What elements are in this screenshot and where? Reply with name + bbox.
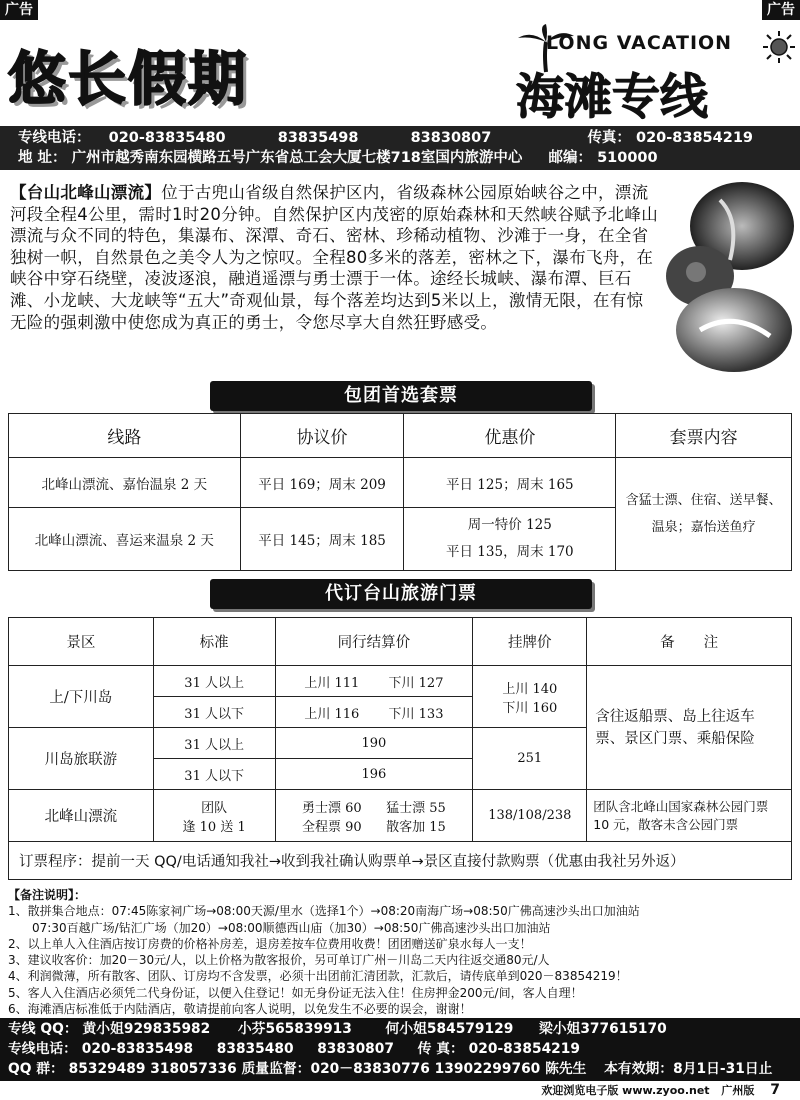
- logo-english-text: LONG VACATION: [546, 32, 733, 54]
- photo-rafting: [676, 288, 792, 372]
- note-line: 5、客人入住酒店必须凭二代身份证，以便入住登记！如无身份证无法入住！住房押金200元/间，客人自理！: [8, 985, 583, 1000]
- logo-chinese-text: 海滩专线: [516, 69, 709, 125]
- fax-number: 020-83854219: [636, 130, 753, 146]
- footer-fax: 020-83854219: [468, 1041, 580, 1057]
- price-fierce-raft: 猛士漂 55: [386, 800, 446, 816]
- footer-phone-row: [8, 1039, 580, 1060]
- footer-tel-2: 83835480: [216, 1041, 294, 1057]
- footer-contact-bar: [0, 1018, 800, 1081]
- note-line: 1、散拼集合地点：07:45陈家祠广场→08:00天源/里水（选择1个）→08:20南海广场→08:50广佛高速沙头出口加油站: [8, 904, 640, 919]
- contact-bar: [0, 126, 800, 170]
- price-full-ticket: 全程票 90: [302, 819, 362, 835]
- trade-price-cell: [275, 666, 473, 697]
- trade-price-cell: [275, 697, 473, 728]
- note-line: 6、海滩酒店标准低于内陆酒店，敬请提前向客人说明，以免发生不必要的误会，谢谢！: [8, 1002, 472, 1017]
- ad-tag-left: 广告: [0, 0, 38, 20]
- price-shangchuan: 上川 111: [304, 675, 360, 691]
- agreed-price-cell: 平日 145；周末 185: [240, 508, 404, 571]
- qq-group-label: QQ 群：: [8, 1061, 64, 1077]
- zip-code: 510000: [597, 150, 658, 166]
- qq-label: 专线 QQ：: [8, 1021, 78, 1037]
- header-promo-price: 优惠价: [404, 414, 616, 458]
- price-individual-extra: 散客加 15: [386, 819, 446, 835]
- footer-qq-row: [8, 1019, 667, 1040]
- standard-free-ticket: 逢 10 送 1: [182, 819, 246, 835]
- list-price-xiachuan: 下川 160: [502, 700, 558, 716]
- promo-price-cell: 平日 125；周末 165: [404, 458, 616, 508]
- price-shangchuan: 上川 116: [304, 706, 360, 722]
- route-cell: 北峰山漂流、嘉怡温泉 2 天: [9, 458, 241, 508]
- footer-tel-3: 83830807: [317, 1041, 394, 1057]
- header-agreed-price: 协议价: [240, 414, 404, 458]
- taishan-tickets-table: [8, 617, 792, 880]
- qq-contact-2: 小芬565839913: [237, 1021, 352, 1037]
- promo-line-2: 平日 135，周末 170: [446, 544, 574, 560]
- list-price-shangchuan: 上川 140: [502, 681, 558, 697]
- taishan-tickets-banner: 代订台山旅游门票: [210, 579, 592, 609]
- qq-groups: 85329489 318057336: [68, 1061, 237, 1077]
- scenic-alliance-tour: 川岛旅联游: [9, 728, 154, 790]
- ad-tag-right: 广告: [762, 0, 800, 20]
- standard-cell: [153, 790, 275, 842]
- promo-line-1: 周一特价 125: [467, 517, 552, 533]
- list-price-cell: 138/108/238: [473, 790, 587, 842]
- package-tickets-table: [8, 413, 792, 571]
- bottom-strip: [0, 1081, 800, 1100]
- intro-body: 位于古兜山省级自然保护区内，省级森林公园原始峡谷之中，漂流河段全程4公里，需时1时20分钟。自然保护区内茂密的原始森林和天然峡谷赋予北峰山漂流与众不同的特色，集瀑布、深潭、奇石、密林、珍稀动植物、沙滩于一身，在全省独树一帜，自然景色之美令人为之惊叹。全程80多米的落差，密林之下，瀑布飞舟，在峡谷中穿石绕壁，凌波逐浪，融逍遥漂与勇士漂于一体。途经长城峡、瀑布潭、巨石滩、小龙峡、大龙峡等“五大”奇观仙景，每个落差均达到5米以上，激情无限，在有惊无险的强刺激中使您成为真正的勇士，令您尽享大自然狂野感受。: [10, 183, 658, 332]
- page-number: 7: [770, 1082, 780, 1098]
- standard-cell: 31 人以下: [153, 697, 275, 728]
- table-row: [9, 666, 792, 697]
- trade-price-cell: 196: [275, 759, 473, 790]
- note-line: 4、利润微薄，所有散客、团队、订房均不含发票，必须十出团前汇清团款，汇款后，请传底单到020－83854219！: [8, 969, 628, 984]
- scenic-island: 上/下川岛: [9, 666, 154, 728]
- footer-group-row: [8, 1059, 772, 1080]
- package-content-cell: [616, 458, 792, 571]
- long-vacation-logo: [516, 24, 800, 124]
- footer-fax-label: 传 真：: [417, 1041, 464, 1057]
- qq-contact-1: 黄小姐929835982: [82, 1021, 211, 1037]
- zip-label: 邮编：: [548, 150, 593, 166]
- notes-heading: 【备注说明】：: [8, 888, 87, 902]
- table-header-row: [9, 618, 792, 666]
- scenic-rafting: 北峰山漂流: [9, 790, 154, 842]
- table-row: [9, 790, 792, 842]
- route-cell: 北峰山漂流、喜运来温泉 2 天: [9, 508, 241, 571]
- contact-address-row: [18, 147, 658, 169]
- address-label: 地 址：: [18, 150, 67, 166]
- price-xiachuan: 下川 127: [388, 675, 444, 691]
- edition-label: 广州版: [721, 1084, 755, 1097]
- intro-title: 【台山北峰山漂流】: [10, 183, 162, 202]
- remarks-cell: 含往返船票、岛上往返车票、景区门票、乘船保险: [587, 666, 792, 790]
- list-price-cell: 251: [473, 728, 587, 790]
- rafting-photos: [660, 180, 796, 376]
- intro-paragraph: [10, 182, 660, 333]
- header-route: 线路: [9, 414, 241, 458]
- sun-icon: [762, 30, 796, 64]
- package-tickets-banner: 包团首选套票: [210, 381, 592, 411]
- header-list-price: 挂牌价: [473, 618, 587, 666]
- tel-number-3: 83830807: [410, 130, 492, 146]
- agreed-price-cell: 平日 169；周末 209: [240, 458, 404, 508]
- qq-contact-3: 何小姐584579129: [385, 1021, 514, 1037]
- contact-phone-row: [18, 127, 753, 149]
- remarks-cell: 团队含北峰山国家森林公园门票 10 元，散客未含公园门票: [587, 790, 792, 842]
- qq-contact-4: 梁小姐377615170: [538, 1021, 667, 1037]
- fax-label: 传真：: [587, 130, 631, 146]
- website-link[interactable]: 欢迎浏览电子版 www.zyoo.net: [541, 1084, 710, 1097]
- remarks-notes: [8, 887, 798, 1017]
- package-content-line-2: 温泉；嘉怡送鱼疗: [651, 520, 756, 535]
- package-content-line-1: 含猛士漂、住宿、送早餐、: [625, 493, 782, 508]
- standard-cell: 31 人以上: [153, 666, 275, 697]
- header-scenic-area: 景区: [9, 618, 154, 666]
- note-line: 07:30百越广场/钻汇广场（加20）→08:00顺德西山庙（加30）→08:50广佛高速沙头出口加油站: [8, 920, 551, 935]
- standard-cell: 31 人以上: [153, 728, 275, 759]
- footer-tel-label: 专线电话：: [8, 1041, 77, 1057]
- footer-tel-1: 020-83835498: [81, 1041, 194, 1057]
- standard-team: 团队: [201, 800, 228, 816]
- quality-supervision: 质量监督：020－83830776 13902299760 陈先生: [241, 1061, 587, 1077]
- booking-procedure-row: [9, 842, 792, 880]
- table-row: [9, 458, 792, 508]
- trade-price-cell: [275, 790, 473, 842]
- tel-number-1: 020-83835480: [108, 130, 226, 146]
- validity-period: 本有效期：8月1日-31日止: [604, 1061, 773, 1077]
- header-package-content: 套票内容: [616, 414, 792, 458]
- table-header-row: [9, 414, 792, 458]
- address-text: 广州市越秀南东园横路五号广东省总工会大厦七楼718室国内旅游中心: [71, 150, 523, 166]
- price-warrior-raft: 勇士漂 60: [302, 800, 362, 816]
- standard-cell: 31 人以下: [153, 759, 275, 790]
- note-line: 3、建议收客价：加20－30元/人，以上价格为散客报价，另可单订广州－川岛二天内往返交通80元/人: [8, 953, 550, 968]
- trade-price-cell: 190: [275, 728, 473, 759]
- tel-label: 专线电话：: [18, 130, 91, 146]
- note-line: 2、以上单人入住酒店按订房费的价格补房差，退房差按车位费用收费！团团赠送矿泉水每人一支！: [8, 936, 532, 951]
- header-trade-price: 同行结算价: [275, 618, 473, 666]
- booking-procedure: 订票程序：提前一天 QQ/电话通知我社→收到我社确认购票单→景区直接付款购票（优惠由我社另外返）: [9, 842, 792, 880]
- brand-title: 悠长假期: [8, 45, 249, 113]
- list-price-cell: [473, 666, 587, 728]
- promo-price-cell: [404, 508, 616, 571]
- header-remarks: 备 注: [587, 618, 792, 666]
- header-standard: 标准: [153, 618, 275, 666]
- price-xiachuan: 下川 133: [388, 706, 444, 722]
- tel-number-2: 83835498: [277, 130, 359, 146]
